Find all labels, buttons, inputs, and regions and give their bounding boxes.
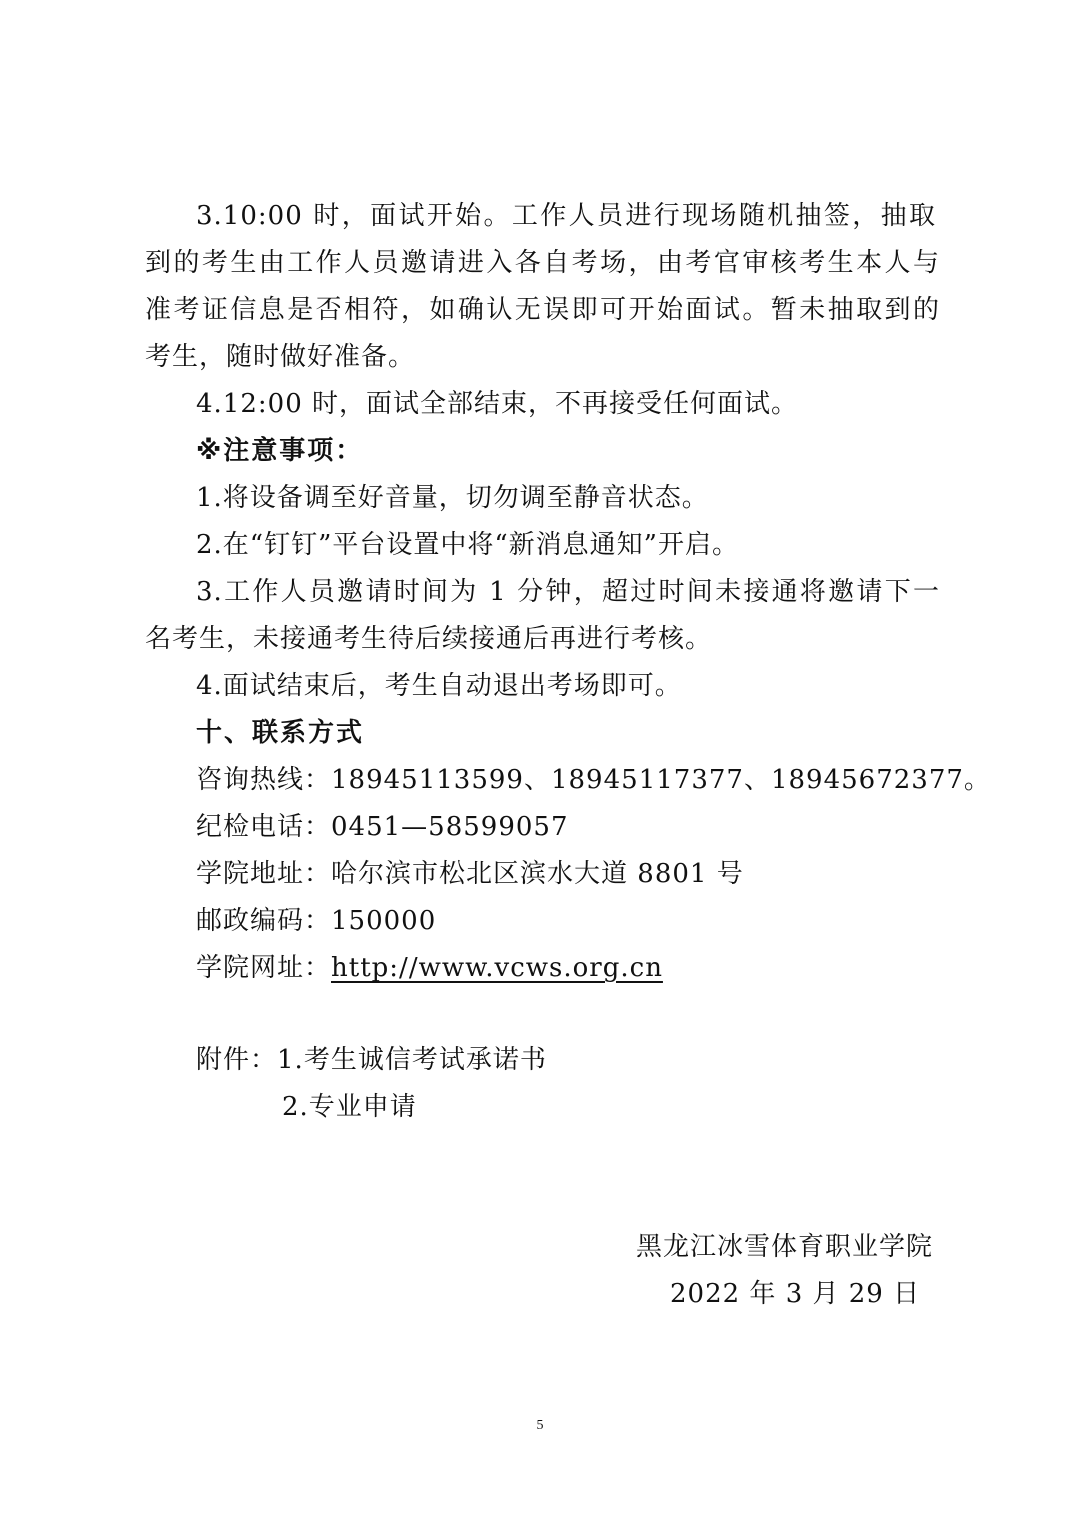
attachment-item-2: 2.专业申请 xyxy=(282,1092,417,1122)
address-value: 哈尔滨市松北区滨水大道 8801 号 xyxy=(331,859,744,889)
website-link[interactable]: http://www.vcws.org.cn xyxy=(331,953,663,983)
hotline-value: 18945113599、18945117377、18945672377。 xyxy=(331,765,991,795)
procedure-item-3-line-3: 准考证信息是否相符，如确认无误即可开始面试。暂未抽取到的 xyxy=(145,295,940,325)
discipline-label: 纪检电话： xyxy=(196,812,332,842)
notes-item-3-line-1: 3.工作人员邀请时间为 1 分钟，超过时间未接通将邀请下一 xyxy=(196,577,940,607)
signature-date: 2022 年 3 月 29 日 xyxy=(670,1279,921,1309)
notes-item-3-line-2: 名考生，未接通考生待后续接通后再进行考核。 xyxy=(145,624,713,654)
attachment-item-1: 1.考生诚信考试承诺书 xyxy=(277,1045,547,1075)
attachments xyxy=(196,1040,547,1080)
attachments-label: 附件： xyxy=(196,1045,278,1075)
postcode-value: 150000 xyxy=(331,906,437,936)
contact-heading: 十、联系方式 xyxy=(196,718,365,748)
procedure-item-3-line-1: 3.10:00 时，面试开始。工作人员进行现场随机抽签，抽取 xyxy=(196,201,936,231)
website-label: 学院网址： xyxy=(196,953,332,983)
procedure-item-3-line-2: 到的考生由工作人员邀请进入各自考场，由考官审核考生本人与 xyxy=(145,248,940,278)
signature-org: 黑龙江冰雪体育职业学院 xyxy=(636,1232,934,1262)
contact-hotline xyxy=(196,760,991,800)
notes-item-1: 1.将设备调至好音量，切勿调至静音状态。 xyxy=(196,483,709,513)
contact-discipline-phone xyxy=(196,807,569,847)
notes-heading: ※注意事项： xyxy=(196,436,364,466)
procedure-item-4: 4.12:00 时，面试全部结束，不再接受任何面试。 xyxy=(196,389,798,419)
notes-item-2: 2.在“钉钉”平台设置中将“新消息通知”开启。 xyxy=(196,530,739,560)
page-number: 5 xyxy=(536,1418,544,1433)
postcode-label: 邮政编码： xyxy=(196,906,332,936)
address-label: 学院地址： xyxy=(196,859,332,889)
discipline-value: 0451—58599057 xyxy=(331,812,569,842)
notes-item-4: 4.面试结束后，考生自动退出考场即可。 xyxy=(196,671,682,701)
procedure-item-3-line-4: 考生，随时做好准备。 xyxy=(145,342,416,372)
hotline-label: 咨询热线： xyxy=(196,765,332,795)
contact-postcode xyxy=(196,901,436,941)
contact-website xyxy=(196,948,663,988)
contact-address xyxy=(196,854,744,894)
